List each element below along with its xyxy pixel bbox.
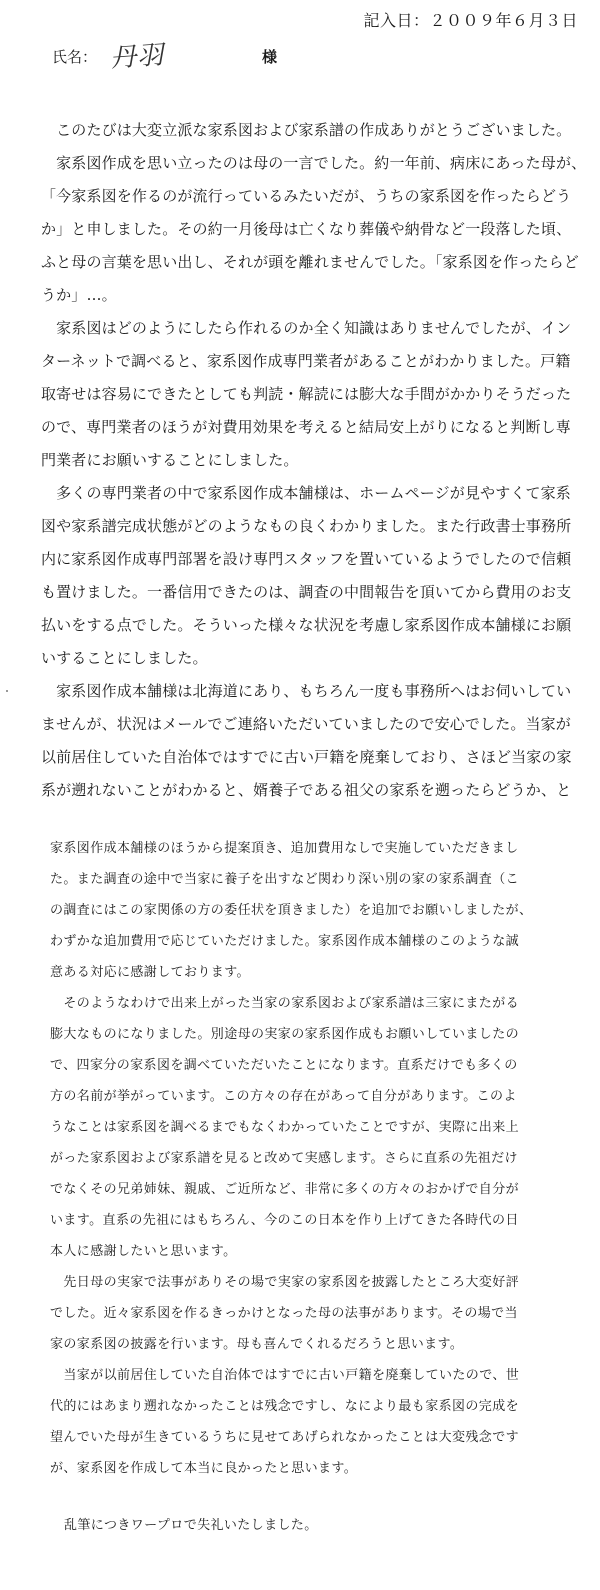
- text-line: わずかな追加費用で応じていただけました。家系図作成本舗様のこのような誠: [50, 934, 520, 949]
- text-line: の調査にはこの家関係の方の委任状を頂きました）を追加でお願いしましたが、: [50, 903, 533, 918]
- text-line: います。直系の先祖にはもちろん、今のこの日本を作り上げてきた各時代の日: [50, 1213, 519, 1228]
- text-line: 内に家系図作成専門部署を設け専門スタッフを置いているようでしたので信頼: [41, 550, 572, 568]
- text-line: 先日母の実家で法事がありその場で実家の家系図を披露したところ大変好評: [50, 1275, 520, 1290]
- text-line: 門業者にお願いすることにしました。: [41, 451, 299, 469]
- text-line: 膨大なものになりました。別途母の実家の家系図作成もお願いしていましたの: [50, 1027, 520, 1042]
- closing-note: 乱筆につきワープロで失礼いたしました。: [64, 1518, 318, 1533]
- text-line: 家の家系図の披露を行います。母も喜んでくれるだろうと思います。: [50, 1337, 464, 1352]
- text-line: うなことは家系図を調べるまでもなくわかっていたことですが、実際に出来上: [50, 1120, 520, 1135]
- text-line: 代的にはあまり遡れなかったことは残念ですし、なにより最も家系図の完成を: [50, 1399, 520, 1414]
- text-line: でした。近々家系図を作るきっかけとなった母の法事があります。その場で当: [50, 1306, 518, 1321]
- text-line: も置けました。一番信用できたのは、調査の中間報告を頂いてから費用のお支: [41, 583, 572, 601]
- scan-speck: [6, 690, 8, 692]
- text-line: 図や家系譜完成状態がどのようなもの良くわかりました。また行政書士事務所: [41, 517, 572, 535]
- text-line: が、家系図を作成して本当に良かったと思います。: [50, 1461, 358, 1476]
- text-line: 家系図作成本舗様のほうから提案頂き、追加費用なしで実施していただきまし: [50, 841, 519, 856]
- text-line: 本人に感謝したいと思います。: [50, 1244, 237, 1259]
- text-line: 系が遡れないことがわかると、婿養子である祖父の家系を遡ったらどうか、と: [41, 781, 572, 799]
- text-line: 多くの専門業者の中で家系図作成本舗様は、ホームページが見やすくて家系: [41, 484, 571, 502]
- text-line: がった家系図および家系譜を見ると改めて実感します。さらに直系の先祖だけ: [50, 1151, 518, 1166]
- text-line: 家系図はどのようにしたら作れるのか全く知識はありませんでしたが、イン: [41, 319, 572, 337]
- text-line: 意ある対応に感謝しております。: [50, 965, 250, 980]
- body-text-lower: [50, 833, 560, 1484]
- handwritten-name-signature: 丹羽: [109, 40, 166, 74]
- text-line: 払いをする点でした。そういった様々な状況を考慮し家系図作成本舗様にお願: [41, 616, 572, 634]
- name-row: [52, 42, 352, 76]
- text-line: 方の名前が挙がっています。この方々の存在があって自分があります。このよ: [50, 1089, 517, 1104]
- text-line: で、四家分の家系図を調べていただいたことになります。直系だけでも多くの: [50, 1058, 518, 1073]
- text-line: 「今家系図を作るのが流行っているみたいだが、うちの家系図を作ったらどう: [41, 187, 572, 205]
- text-line: 当家が以前居住していた自治体ではすでに古い戸籍を廃棄していたので、世: [50, 1368, 520, 1383]
- text-line: 家系図作成本舗様は北海道にあり、もちろん一度も事務所へはお伺いしてい: [41, 682, 572, 700]
- name-label: 氏名：: [52, 48, 98, 66]
- text-line: ふと母の言葉を思い出し、それが頭を離れませんでした。「家系図を作ったらど: [41, 253, 579, 271]
- text-line: このたびは大変立派な家系図および家系譜の作成ありがとうございました。: [41, 121, 572, 139]
- text-line: 家系図作成を思い立ったのは母の一言でした。約一年前、病床にあった母が、: [41, 154, 587, 172]
- text-line: ターネットで調べると、家系図作成専門業者があることがわかりました。戸籍: [41, 352, 571, 370]
- text-line: いすることにしました。: [41, 649, 208, 667]
- text-line: た。また調査の途中で当家に養子を出すなど関わり深い別の家の家系調査（こ: [50, 872, 520, 887]
- text-line: うか」…。: [41, 286, 117, 304]
- text-line: 望んでいた母が生きているうちに見せてあげられなかったことは大変残念です: [50, 1430, 520, 1445]
- text-line: か」と申しました。その約一月後母は亡くなり葬儀や納骨など一段落した頃、: [41, 220, 572, 238]
- text-line: でなくその兄弟姉妹、親戚、ご近所など、非常に多くの方々のおかげで自分が: [50, 1182, 520, 1197]
- text-line: そのようなわけで出来上がった当家の家系図および家系譜は三家にまたがる: [50, 996, 520, 1011]
- text-line: 以前居住していた自治体ではすでに古い戸籍を廃棄しており、さほど当家の家: [41, 748, 572, 766]
- text-line: ので、専門業者のほうが対費用効果を考えると結局安上がりになると判断し専: [41, 418, 571, 436]
- entry-date: 記入日：２００９年６月３日: [363, 11, 578, 30]
- body-text-upper: [41, 114, 587, 807]
- honorific: 様: [262, 48, 278, 66]
- text-line: 取寄せは容易にできたとしても判読・解読には膨大な手間がかかりそうだった: [41, 385, 572, 403]
- text-line: ませんが、状況はメールでご連絡いただいていましたので安心でした。当家が: [41, 715, 571, 733]
